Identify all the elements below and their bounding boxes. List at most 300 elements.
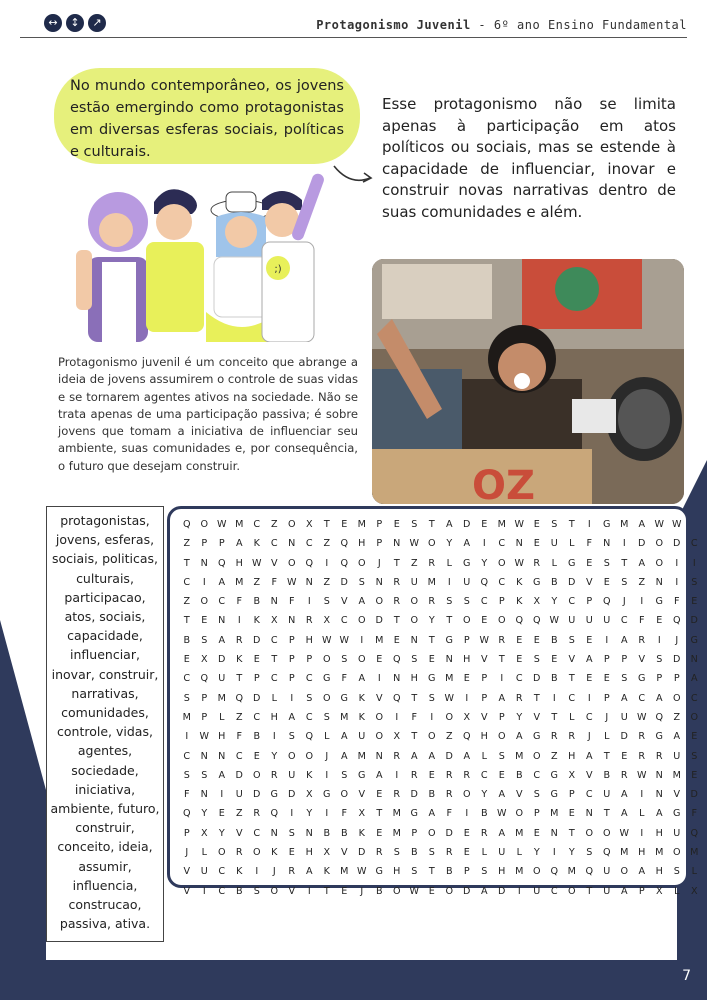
grid-letter[interactable]: S xyxy=(621,673,628,685)
grid-letter[interactable]: O xyxy=(462,789,471,801)
grid-letter[interactable]: I xyxy=(482,538,486,550)
grid-letter[interactable]: Y xyxy=(533,847,540,859)
grid-letter[interactable]: F xyxy=(638,615,645,627)
grid-letter[interactable]: Q xyxy=(602,847,611,859)
grid-letter[interactable]: E xyxy=(463,847,470,859)
grid-letter[interactable]: O xyxy=(287,519,296,530)
grid-letter[interactable]: R xyxy=(515,692,523,704)
grid-letter[interactable]: G xyxy=(533,731,541,743)
grid-letter[interactable]: T xyxy=(586,885,593,897)
grid-letter[interactable]: K xyxy=(358,827,365,839)
grid-letter[interactable]: N xyxy=(305,827,313,839)
grid-letter[interactable]: B xyxy=(253,596,261,608)
grid-letter[interactable]: P xyxy=(463,866,470,878)
grid-letter[interactable]: D xyxy=(340,576,348,588)
grid-letter[interactable]: I xyxy=(255,866,259,878)
grid-letter[interactable]: C xyxy=(550,885,558,897)
grid-letter[interactable]: H xyxy=(498,866,506,878)
grid-letter[interactable]: T xyxy=(568,519,575,530)
grid-letter[interactable]: E xyxy=(533,827,540,839)
grid-letter[interactable]: M xyxy=(357,750,366,762)
grid-letter[interactable]: O xyxy=(532,866,541,878)
grid-letter[interactable]: M xyxy=(567,866,576,878)
grid-letter[interactable]: S xyxy=(306,692,313,704)
grid-letter[interactable]: G xyxy=(655,731,663,743)
grid-letter[interactable]: T xyxy=(603,808,610,820)
grid-letter[interactable]: W xyxy=(409,885,419,897)
grid-letter[interactable]: O xyxy=(602,827,611,839)
grid-letter[interactable]: I xyxy=(360,634,364,646)
grid-letter[interactable]: N xyxy=(200,750,208,762)
grid-letter[interactable]: D xyxy=(673,538,681,550)
grid-letter[interactable]: V xyxy=(673,789,681,801)
grid-letter[interactable]: C xyxy=(270,673,278,685)
grid-letter[interactable]: P xyxy=(586,596,593,608)
grid-letter[interactable]: S xyxy=(656,654,663,666)
grid-letter[interactable]: E xyxy=(586,634,593,646)
grid-letter[interactable]: Q xyxy=(690,827,699,839)
grid-letter[interactable]: Y xyxy=(516,711,523,723)
grid-letter[interactable]: S xyxy=(411,866,418,878)
grid-letter[interactable]: T xyxy=(498,654,505,666)
grid-letter[interactable]: O xyxy=(445,885,454,897)
grid-letter[interactable]: P xyxy=(463,634,470,646)
grid-letter[interactable]: M xyxy=(497,519,506,530)
grid-letter[interactable]: U xyxy=(410,576,418,588)
grid-letter[interactable]: R xyxy=(498,634,506,646)
grid-letter[interactable]: L xyxy=(569,711,575,723)
grid-letter[interactable]: J xyxy=(605,711,609,723)
grid-letter[interactable]: V xyxy=(340,847,348,859)
grid-letter[interactable]: V xyxy=(288,885,296,897)
grid-letter[interactable]: S xyxy=(533,654,540,666)
grid-letter[interactable]: S xyxy=(533,789,540,801)
grid-letter[interactable]: E xyxy=(253,750,260,762)
grid-letter[interactable]: G xyxy=(340,692,348,704)
grid-letter[interactable]: Z xyxy=(410,557,418,569)
grid-letter[interactable]: E xyxy=(393,634,400,646)
grid-letter[interactable]: F xyxy=(236,731,243,743)
grid-letter[interactable]: N xyxy=(200,789,208,801)
grid-letter[interactable]: T xyxy=(568,827,575,839)
grid-letter[interactable]: N xyxy=(445,654,453,666)
grid-letter[interactable]: S xyxy=(603,557,610,569)
grid-letter[interactable]: Q xyxy=(462,731,471,743)
grid-letter[interactable]: P xyxy=(288,634,295,646)
grid-letter[interactable]: O xyxy=(252,847,261,859)
grid-letter[interactable]: Q xyxy=(340,557,349,569)
grid-letter[interactable]: O xyxy=(340,789,349,801)
grid-letter[interactable]: P xyxy=(306,654,313,666)
grid-letter[interactable]: U xyxy=(200,866,208,878)
grid-letter[interactable]: I xyxy=(395,711,399,723)
grid-letter[interactable]: T xyxy=(446,615,453,627)
grid-letter[interactable]: U xyxy=(603,615,611,627)
grid-letter[interactable]: I xyxy=(272,731,276,743)
grid-letter[interactable]: I xyxy=(552,847,556,859)
grid-letter[interactable]: R xyxy=(638,750,646,762)
grid-letter[interactable]: W xyxy=(654,519,664,530)
grid-letter[interactable]: X xyxy=(533,596,541,608)
grid-letter[interactable]: R xyxy=(463,769,471,781)
grid-letter[interactable]: E xyxy=(481,615,488,627)
grid-letter[interactable]: M xyxy=(392,827,401,839)
grid-letter[interactable]: R xyxy=(428,557,436,569)
grid-letter[interactable]: F xyxy=(341,808,348,820)
grid-letter[interactable]: P xyxy=(673,673,680,685)
grid-letter[interactable]: T xyxy=(568,673,575,685)
grid-letter[interactable]: O xyxy=(357,654,366,666)
grid-letter[interactable]: T xyxy=(603,750,610,762)
grid-letter[interactable]: F xyxy=(341,673,348,685)
grid-letter[interactable]: I xyxy=(447,576,451,588)
grid-letter[interactable]: E xyxy=(516,634,523,646)
grid-letter[interactable]: S xyxy=(551,519,558,530)
grid-letter[interactable]: Z xyxy=(323,538,331,550)
grid-letter[interactable]: N xyxy=(410,634,418,646)
grid-letter[interactable]: E xyxy=(516,654,523,666)
grid-letter[interactable]: O xyxy=(567,885,576,897)
grid-letter[interactable]: O xyxy=(322,692,331,704)
grid-letter[interactable]: A xyxy=(428,808,436,820)
grid-letter[interactable]: O xyxy=(375,711,384,723)
grid-letter[interactable]: L xyxy=(691,866,697,878)
grid-letter[interactable]: B xyxy=(428,789,436,801)
grid-letter[interactable]: N xyxy=(655,576,663,588)
grid-letter[interactable]: M xyxy=(392,808,401,820)
grid-letter[interactable]: V xyxy=(183,866,191,878)
grid-letter[interactable]: O xyxy=(672,692,681,704)
grid-letter[interactable]: O xyxy=(392,885,401,897)
grid-letter[interactable]: I xyxy=(220,789,224,801)
grid-letter[interactable]: T xyxy=(323,885,330,897)
grid-letter[interactable]: K xyxy=(516,596,523,608)
grid-letter[interactable]: I xyxy=(640,789,644,801)
grid-letter[interactable]: A xyxy=(655,808,663,820)
grid-letter[interactable]: I xyxy=(465,808,469,820)
grid-letter[interactable]: C xyxy=(253,827,261,839)
grid-letter[interactable]: V xyxy=(638,654,646,666)
grid-letter[interactable]: E xyxy=(498,769,505,781)
grid-letter[interactable]: Z xyxy=(183,596,191,608)
grid-letter[interactable]: E xyxy=(376,827,383,839)
grid-letter[interactable]: W xyxy=(322,634,332,646)
grid-letter[interactable]: D xyxy=(463,519,471,530)
grid-letter[interactable]: E xyxy=(428,885,435,897)
grid-letter[interactable]: K xyxy=(358,692,365,704)
grid-letter[interactable]: Q xyxy=(392,654,401,666)
grid-letter[interactable]: I xyxy=(640,827,644,839)
grid-letter[interactable]: U xyxy=(620,711,628,723)
grid-letter[interactable]: R xyxy=(568,731,576,743)
grid-letter[interactable]: Y xyxy=(201,808,208,820)
grid-letter[interactable]: U xyxy=(673,827,681,839)
grid-letter[interactable]: W xyxy=(497,808,507,820)
grid-letter[interactable]: O xyxy=(375,731,384,743)
grid-letter[interactable]: Y xyxy=(481,557,488,569)
grid-letter[interactable]: O xyxy=(427,731,436,743)
grid-letter[interactable]: A xyxy=(585,654,593,666)
grid-letter[interactable]: H xyxy=(358,538,366,550)
grid-letter[interactable]: Z xyxy=(673,711,681,723)
grid-letter[interactable]: O xyxy=(427,538,436,550)
grid-letter[interactable]: I xyxy=(377,673,381,685)
grid-letter[interactable]: J xyxy=(325,750,329,762)
grid-letter[interactable]: H xyxy=(393,866,401,878)
grid-letter[interactable]: S xyxy=(446,596,453,608)
grid-letter[interactable]: N xyxy=(655,789,663,801)
grid-letter[interactable]: A xyxy=(620,634,628,646)
grid-letter[interactable]: A xyxy=(585,750,593,762)
grid-letter[interactable]: C xyxy=(498,538,506,550)
grid-letter[interactable]: N xyxy=(393,673,401,685)
grid-letter[interactable]: W xyxy=(252,557,262,569)
grid-letter[interactable]: R xyxy=(620,769,628,781)
grid-letter[interactable]: Q xyxy=(270,808,279,820)
grid-letter[interactable]: P xyxy=(218,538,225,550)
grid-letter[interactable]: F xyxy=(446,808,453,820)
grid-letter[interactable]: O xyxy=(357,557,366,569)
grid-letter[interactable]: I xyxy=(290,808,294,820)
grid-letter[interactable]: L xyxy=(219,711,225,723)
grid-letter[interactable]: P xyxy=(568,789,575,801)
grid-letter[interactable]: E xyxy=(533,519,540,530)
grid-letter[interactable]: S xyxy=(253,885,260,897)
grid-letter[interactable]: L xyxy=(516,847,522,859)
grid-letter[interactable]: T xyxy=(236,673,243,685)
grid-letter[interactable]: R xyxy=(655,750,663,762)
grid-letter[interactable]: W xyxy=(199,731,209,743)
grid-letter[interactable]: R xyxy=(533,557,541,569)
grid-letter[interactable]: C xyxy=(218,866,226,878)
grid-letter[interactable]: R xyxy=(445,789,453,801)
grid-letter[interactable]: A xyxy=(463,750,471,762)
grid-letter[interactable]: I xyxy=(587,692,591,704)
grid-letter[interactable]: W xyxy=(444,692,454,704)
grid-letter[interactable]: X xyxy=(463,711,471,723)
grid-letter[interactable]: U xyxy=(235,789,243,801)
grid-letter[interactable]: V xyxy=(480,711,488,723)
grid-letter[interactable]: Q xyxy=(217,557,226,569)
grid-letter[interactable]: R xyxy=(428,596,436,608)
grid-letter[interactable]: U xyxy=(288,769,296,781)
grid-letter[interactable]: W xyxy=(409,538,419,550)
grid-letter[interactable]: O xyxy=(690,711,699,723)
grid-letter[interactable]: G xyxy=(375,866,383,878)
grid-letter[interactable]: B xyxy=(340,827,348,839)
grid-letter[interactable]: A xyxy=(218,576,226,588)
grid-letter[interactable]: I xyxy=(587,519,591,530)
grid-letter[interactable]: R xyxy=(480,827,488,839)
grid-letter[interactable]: M xyxy=(515,866,524,878)
grid-letter[interactable]: Q xyxy=(532,615,541,627)
grid-letter[interactable]: X xyxy=(358,808,366,820)
grid-letter[interactable]: B xyxy=(183,634,191,646)
grid-letter[interactable]: R xyxy=(445,769,453,781)
grid-letter[interactable]: L xyxy=(481,750,487,762)
grid-letter[interactable]: I xyxy=(307,596,311,608)
grid-letter[interactable]: P xyxy=(411,827,418,839)
grid-letter[interactable]: T xyxy=(411,692,418,704)
grid-letter[interactable]: B xyxy=(375,885,383,897)
grid-letter[interactable]: Y xyxy=(446,538,453,550)
grid-letter[interactable]: K xyxy=(271,847,278,859)
grid-letter[interactable]: Y xyxy=(306,808,313,820)
grid-letter[interactable]: N xyxy=(200,557,208,569)
grid-letter[interactable]: I xyxy=(202,576,206,588)
grid-letter[interactable]: T xyxy=(393,557,400,569)
grid-letter[interactable]: I xyxy=(307,885,311,897)
grid-letter[interactable]: T xyxy=(183,557,190,569)
grid-letter[interactable]: A xyxy=(463,538,471,550)
grid-letter[interactable]: G xyxy=(638,673,646,685)
grid-letter[interactable]: D xyxy=(673,654,681,666)
grid-letter[interactable]: I xyxy=(237,615,241,627)
grid-letter[interactable]: D xyxy=(253,789,261,801)
grid-letter[interactable]: L xyxy=(481,847,487,859)
grid-letter[interactable]: M xyxy=(515,827,524,839)
grid-letter[interactable]: I xyxy=(325,808,329,820)
grid-letter[interactable]: J xyxy=(622,596,626,608)
grid-letter[interactable]: T xyxy=(428,519,435,530)
grid-letter[interactable]: E xyxy=(463,673,470,685)
grid-letter[interactable]: D xyxy=(218,654,226,666)
grid-letter[interactable]: T xyxy=(183,615,190,627)
grid-letter[interactable]: E xyxy=(621,750,628,762)
grid-letter[interactable]: F xyxy=(236,596,243,608)
grid-letter[interactable]: T xyxy=(376,808,383,820)
grid-letter[interactable]: W xyxy=(287,576,297,588)
grid-letter[interactable]: T xyxy=(411,731,418,743)
grid-letter[interactable]: E xyxy=(533,634,540,646)
grid-letter[interactable]: P xyxy=(288,673,295,685)
grid-letter[interactable]: D xyxy=(690,789,698,801)
grid-letter[interactable]: S xyxy=(586,847,593,859)
grid-letter[interactable]: M xyxy=(427,576,436,588)
grid-letter[interactable]: H xyxy=(270,711,278,723)
grid-letter[interactable]: U xyxy=(218,673,226,685)
grid-letter[interactable]: P xyxy=(376,538,383,550)
grid-letter[interactable]: E xyxy=(586,557,593,569)
grid-letter[interactable]: O xyxy=(445,711,454,723)
grid-letter[interactable]: Q xyxy=(480,576,489,588)
grid-letter[interactable]: C xyxy=(305,673,313,685)
grid-letter[interactable]: E xyxy=(253,654,260,666)
grid-letter[interactable]: C xyxy=(253,519,261,530)
grid-letter[interactable]: G xyxy=(428,673,436,685)
grid-letter[interactable]: E xyxy=(376,654,383,666)
grid-letter[interactable]: W xyxy=(217,519,227,530)
grid-letter[interactable]: R xyxy=(270,769,278,781)
grid-letter[interactable]: A xyxy=(428,750,436,762)
grid-letter[interactable]: O xyxy=(200,519,209,530)
grid-letter[interactable]: W xyxy=(339,634,349,646)
grid-letter[interactable]: C xyxy=(585,711,593,723)
grid-letter[interactable]: S xyxy=(341,654,348,666)
grid-letter[interactable]: S xyxy=(568,634,575,646)
grid-letter[interactable]: G xyxy=(533,576,541,588)
grid-letter[interactable]: D xyxy=(375,615,383,627)
grid-letter[interactable]: U xyxy=(585,615,593,627)
grid-letter[interactable]: H xyxy=(410,673,418,685)
grid-letter[interactable]: Q xyxy=(672,615,681,627)
grid-letter[interactable]: I xyxy=(657,634,661,646)
grid-letter[interactable]: S xyxy=(183,692,190,704)
grid-letter[interactable]: N xyxy=(218,750,226,762)
grid-letter[interactable]: H xyxy=(235,557,243,569)
grid-letter[interactable]: O xyxy=(410,596,419,608)
grid-letter[interactable]: N xyxy=(270,827,278,839)
grid-letter[interactable]: E xyxy=(218,808,225,820)
grid-letter[interactable]: L xyxy=(446,557,452,569)
grid-letter[interactable]: J xyxy=(185,847,189,859)
grid-letter[interactable]: V xyxy=(585,576,593,588)
grid-letter[interactable]: Y xyxy=(551,596,558,608)
grid-letter[interactable]: I xyxy=(640,596,644,608)
grid-letter[interactable]: R xyxy=(445,847,453,859)
grid-letter[interactable]: X xyxy=(323,847,331,859)
grid-letter[interactable]: E xyxy=(463,827,470,839)
grid-letter[interactable]: L xyxy=(324,731,330,743)
grid-letter[interactable]: I xyxy=(202,885,206,897)
grid-letter[interactable]: A xyxy=(673,731,681,743)
grid-letter[interactable]: C xyxy=(480,769,488,781)
grid-letter[interactable]: E xyxy=(288,847,295,859)
grid-letter[interactable]: A xyxy=(288,711,296,723)
grid-letter[interactable]: A xyxy=(620,808,628,820)
grid-letter[interactable]: F xyxy=(586,538,593,550)
grid-letter[interactable]: F xyxy=(183,789,190,801)
grid-letter[interactable]: B xyxy=(550,673,558,685)
grid-letter[interactable]: M xyxy=(375,634,384,646)
grid-letter[interactable]: E xyxy=(341,885,348,897)
grid-letter[interactable]: B xyxy=(550,634,558,646)
grid-letter[interactable]: C xyxy=(498,576,506,588)
grid-letter[interactable]: A xyxy=(218,634,226,646)
grid-letter[interactable]: I xyxy=(325,769,329,781)
grid-letter[interactable]: S xyxy=(428,692,435,704)
grid-letter[interactable]: B xyxy=(480,808,488,820)
grid-letter[interactable]: I xyxy=(675,576,679,588)
grid-letter[interactable]: A xyxy=(305,866,313,878)
grid-letter[interactable]: K xyxy=(306,769,313,781)
grid-letter[interactable]: A xyxy=(358,673,366,685)
grid-letter[interactable]: U xyxy=(603,866,611,878)
grid-letter[interactable]: H xyxy=(655,866,663,878)
grid-letter[interactable]: O xyxy=(497,557,506,569)
grid-letter[interactable]: U xyxy=(498,847,506,859)
grid-letter[interactable]: X xyxy=(270,615,278,627)
grid-letter[interactable]: C xyxy=(270,634,278,646)
grid-letter[interactable]: S xyxy=(323,596,330,608)
grid-letter[interactable]: O xyxy=(515,808,524,820)
grid-letter[interactable]: R xyxy=(288,866,296,878)
grid-letter[interactable]: A xyxy=(655,692,663,704)
grid-letter[interactable]: P xyxy=(656,673,663,685)
grid-letter[interactable]: P xyxy=(498,596,505,608)
grid-letter[interactable]: L xyxy=(569,538,575,550)
grid-letter[interactable]: S xyxy=(288,731,295,743)
grid-letter[interactable]: J xyxy=(587,731,591,743)
grid-letter[interactable]: O xyxy=(305,750,314,762)
grid-letter[interactable]: I xyxy=(692,557,696,569)
grid-letter[interactable]: B xyxy=(235,885,243,897)
grid-letter[interactable]: A xyxy=(620,789,628,801)
grid-letter[interactable]: C xyxy=(638,692,646,704)
grid-letter[interactable]: C xyxy=(253,711,261,723)
grid-letter[interactable]: R xyxy=(235,634,243,646)
grid-letter[interactable]: H xyxy=(463,654,471,666)
